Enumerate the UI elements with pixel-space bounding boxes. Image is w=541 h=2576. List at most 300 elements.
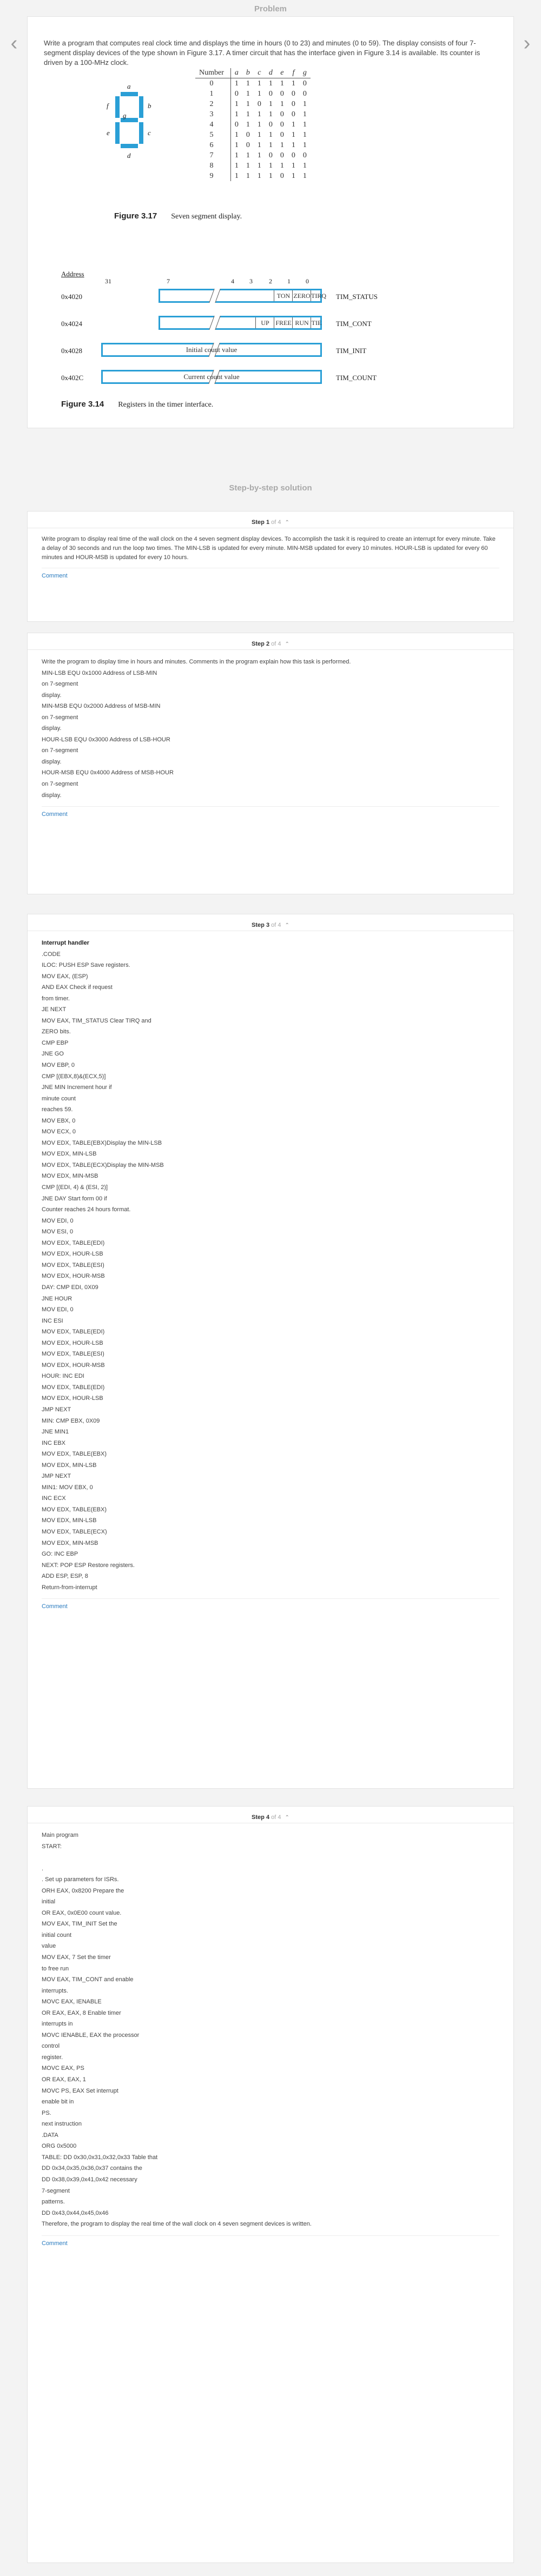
truth-row: [195, 140, 311, 150]
truth-cell: 1: [302, 161, 307, 170]
truth-cell: 1: [257, 151, 261, 160]
truth-cell: 1: [257, 120, 261, 129]
truth-header-e: e: [276, 68, 288, 78]
step-line: DAY: CMP EDI, 0X09: [42, 1284, 98, 1291]
step-4-header[interactable]: [42, 1807, 499, 1823]
truth-cell: 1: [268, 161, 273, 170]
step-line: MOV EDX, MIN-MSB: [42, 1173, 98, 1180]
step-line: enable bit in: [42, 2099, 74, 2106]
figure-3-14-text: Registers in the timer interface.: [118, 401, 214, 409]
step-line: Therefore, the program to display the real time of the wall clock on 4 seven segment devices is written.: [42, 2221, 312, 2228]
step-line: MOV EDI, 0: [42, 1306, 74, 1313]
step-line: interrupts.: [42, 1987, 68, 1994]
seg-label-c: c: [148, 129, 151, 137]
step-line: MOV EDX, MIN-LSB: [42, 1517, 97, 1524]
truth-cell: 1: [246, 120, 250, 129]
truth-cell: 1: [268, 171, 273, 180]
status-bit-ton: TON: [274, 290, 293, 301]
seg-label-e: e: [107, 129, 110, 137]
step-4-collapse-icon[interactable]: ⌃: [285, 1815, 289, 1821]
figure-3-17-caption: [114, 211, 242, 221]
init-value: Initial count value: [186, 346, 237, 354]
bit-number-1: 1: [287, 277, 291, 285]
count-name: TIM_COUNT: [336, 374, 377, 382]
truth-cell: 0: [234, 120, 239, 129]
step-line: from timer.: [42, 995, 70, 1002]
seg-label-f: f: [107, 102, 109, 110]
step-line: on 7-segment: [42, 681, 78, 688]
step-2-body: [42, 650, 499, 818]
truth-cell: 0: [268, 151, 273, 160]
truth-cell: 1: [291, 141, 295, 149]
bit-number-7: 7: [167, 277, 170, 285]
segment-c: [139, 122, 143, 144]
truth-cell-number: 2: [195, 99, 230, 109]
step-line: TABLE: DD 0x30,0x31,0x32,0x33 Table that: [42, 2154, 158, 2161]
status-address: 0x4020: [61, 293, 82, 301]
step-line: . Set up parameters for ISRs.: [42, 1876, 119, 1883]
step-line: control: [42, 2043, 60, 2050]
step-line: MOV EDX, HOUR-LSB: [42, 1395, 103, 1402]
truth-cell: 0: [280, 171, 284, 180]
truth-cell: 1: [246, 79, 250, 88]
truth-cell: 1: [280, 161, 284, 170]
step-line: MIN-MSB EQU 0x2000 Address of MSB-MIN: [42, 703, 161, 710]
truth-cell: 1: [302, 141, 307, 149]
truth-cell: 0: [291, 151, 295, 160]
truth-cell-number: 1: [195, 89, 230, 99]
truth-cell: 0: [280, 151, 284, 160]
truth-row: [195, 161, 311, 171]
step-line: START:: [42, 1843, 62, 1850]
bit-number-31: 31: [105, 277, 111, 285]
step-line: display.: [42, 725, 62, 732]
truth-cell: 1: [257, 130, 261, 139]
step-line: MIN-LSB EQU 0x1000 Address of LSB-MIN: [42, 669, 157, 676]
truth-cell: 1: [291, 79, 295, 88]
truth-cell: 0: [268, 89, 273, 98]
truth-cell: 1: [291, 130, 295, 139]
figure-3-14-number: Figure 3.14: [61, 400, 104, 409]
figure-3-17-number: Figure 3.17: [114, 211, 157, 221]
step-line: MOV EDX, TABLE(EBX): [42, 1451, 107, 1458]
truth-cell: 1: [234, 161, 239, 170]
step-line: HOUR-LSB EQU 0x3000 Address of LSB-HOUR: [42, 736, 170, 743]
truth-cell: 0: [291, 110, 295, 118]
next-arrow-icon[interactable]: ›: [523, 32, 531, 55]
truth-row: [195, 150, 311, 161]
cont-address: 0x4024: [61, 320, 82, 328]
truth-cell: 1: [234, 110, 239, 118]
truth-cell: 1: [291, 171, 295, 180]
truth-cell: 1: [302, 130, 307, 139]
step-3-lines: [42, 938, 499, 1593]
solution-title: Step-by-step solution: [229, 483, 312, 493]
step-line: patterns.: [42, 2199, 65, 2206]
step-line: MOV EDX, HOUR-MSB: [42, 1362, 105, 1369]
step-line: MOV ESI, 0: [42, 1229, 74, 1236]
tim-count-register: [101, 370, 322, 384]
truth-cell: 1: [302, 171, 307, 180]
figure-3-17: [87, 68, 336, 247]
truth-table-body: [195, 78, 311, 182]
truth-header-c: c: [254, 68, 265, 78]
step-line: reaches 59.: [42, 1106, 73, 1113]
count-address: 0x402C: [61, 374, 84, 382]
truth-cell: 1: [246, 110, 250, 118]
step-line: DD 0x34,0x35,0x36,0x37 contains the: [42, 2165, 142, 2172]
status-bit-zero: ZERO: [292, 290, 311, 301]
step-line: CMP [(EBX,8)&(ECX,5)]: [42, 1073, 106, 1080]
step-line: MOV EBX, 0: [42, 1117, 76, 1124]
truth-cell: 1: [246, 89, 250, 98]
step-2-header[interactable]: [42, 633, 499, 649]
status-name: TIM_STATUS: [336, 293, 378, 301]
truth-cell-number: 4: [195, 119, 230, 130]
step-line: MOV EDX, TABLE(ECX)Display the MIN-MSB: [42, 1161, 164, 1169]
bit-number-2: 2: [269, 277, 272, 285]
step-line: GO: INC EBP: [42, 1551, 78, 1558]
truth-cell-number: 3: [195, 109, 230, 119]
truth-cell: 0: [280, 89, 284, 98]
step-2-label: Step 2: [252, 641, 270, 647]
step-line: INC EBX: [42, 1439, 66, 1446]
truth-cell: 0: [302, 89, 307, 98]
step-2-card: [27, 633, 514, 894]
step-1-card: [27, 511, 514, 622]
step-line: to free run: [42, 1965, 69, 1972]
segment-b: [139, 96, 143, 118]
truth-cell-number: 0: [195, 78, 230, 89]
segment-f: [115, 96, 120, 118]
truth-header-g: g: [299, 68, 311, 78]
step-3-of: of 4: [271, 922, 281, 928]
step-line: ADD ESP, ESP, 8: [42, 1573, 88, 1580]
truth-row: [195, 109, 311, 119]
status-break-mark: [209, 289, 220, 303]
seg-label-b: b: [148, 102, 151, 110]
truth-cell: 1: [234, 171, 239, 180]
step-line: register.: [42, 2054, 63, 2061]
truth-row: [195, 171, 311, 181]
step-line: OR EAX, 0x0E00 count value.: [42, 1909, 122, 1916]
step-line: next instruction: [42, 2121, 82, 2128]
step-line: MOV EDX, TABLE(EDI): [42, 1384, 105, 1391]
init-name: TIM_INIT: [336, 347, 367, 355]
step-line: MOV EAX, TIM_STATUS Clear TIRQ and: [42, 1017, 151, 1024]
truth-cell: 1: [257, 171, 261, 180]
step-line: MIN: CMP EBX, 0X09: [42, 1417, 100, 1424]
step-line: on 7-segment: [42, 714, 78, 721]
bit-number-0: 0: [306, 277, 309, 285]
step-line: MOV EDX, TABLE(ESI): [42, 1262, 104, 1269]
truth-cell: 0: [280, 110, 284, 118]
step-line: MOV EDX, TABLE(EDI): [42, 1329, 105, 1336]
truth-cell: 0: [291, 99, 295, 108]
step-4-comment-link[interactable]: Comment: [42, 2240, 68, 2247]
step-line: MIN1: MOV EBX, 0: [42, 1484, 93, 1491]
step-1-comment-link[interactable]: Comment: [42, 573, 68, 579]
step-1-header[interactable]: [42, 512, 499, 528]
step-line: display.: [42, 758, 62, 765]
step-line: MOV ECX, 0: [42, 1128, 76, 1136]
truth-cell: 1: [280, 99, 284, 108]
step-line: INC ESI: [42, 1317, 63, 1324]
step-line: [42, 1852, 499, 1863]
truth-header-number: Number: [195, 68, 230, 78]
segment-a: [121, 92, 138, 96]
step-line: MOV EAX, 7 Set the timer: [42, 1954, 111, 1961]
truth-cell-number: 9: [195, 171, 230, 181]
segment-e: [115, 122, 120, 144]
seg-label-d: d: [127, 151, 131, 160]
truth-header-a: a: [230, 68, 242, 78]
init-address: 0x4028: [61, 347, 82, 355]
cont-name: TIM_CONT: [336, 320, 372, 328]
step-line: MOV EDX, TABLE(ESI): [42, 1351, 104, 1358]
step-line: MOVC PS, EAX Set interrupt: [42, 2087, 118, 2094]
truth-cell: 0: [246, 141, 250, 149]
seg-label-a: a: [127, 82, 131, 90]
step-line: CMP [(EDI, 4) & (ESI, 2)]: [42, 1184, 108, 1191]
truth-cell: 1: [302, 99, 307, 108]
step-line: .DATA: [42, 2132, 58, 2139]
step-line: Main program: [42, 1832, 78, 1838]
step-line: MOV EAX, TIM_CONT and enable: [42, 1976, 134, 1983]
truth-row: [195, 119, 311, 130]
truth-cell: 1: [268, 141, 273, 149]
step-2-comment-link[interactable]: Comment: [42, 811, 68, 818]
step-line: JE NEXT: [42, 1006, 67, 1013]
figure-3-17-text: Seven segment display.: [171, 213, 242, 221]
bit-number-3: 3: [249, 277, 253, 285]
step-line: DD 0x43,0x44,0x45,0x46: [42, 2209, 109, 2216]
truth-cell-number: 7: [195, 150, 230, 161]
step-line: CMP EBP: [42, 1039, 69, 1046]
step-line: ORG 0x5000: [42, 2143, 77, 2150]
truth-cell: 1: [257, 110, 261, 118]
truth-cell: 1: [234, 151, 239, 160]
step-line: MOV EAX, TIM_INIT Set the: [42, 1921, 117, 1928]
truth-cell: 1: [234, 99, 239, 108]
step-line: Write the program to display time in hours and minutes. Comments in the program explain how this task is performed.: [42, 659, 351, 665]
step-line: JMP NEXT: [42, 1406, 71, 1413]
seven-segment-diagram: [102, 84, 167, 171]
step-line: Counter reaches 24 hours format.: [42, 1206, 131, 1213]
truth-cell: 1: [280, 141, 284, 149]
step-line: ILOC: PUSH ESP Save registers.: [42, 962, 130, 969]
step-3-header[interactable]: [42, 914, 499, 931]
step-1-body: [42, 528, 499, 579]
truth-cell: 1: [246, 171, 250, 180]
truth-header-b: b: [242, 68, 254, 78]
step-1-collapse-icon[interactable]: ⌃: [285, 520, 289, 526]
step-line: MOV EDI, 0: [42, 1217, 74, 1224]
truth-row: [195, 78, 311, 89]
truth-cell: 1: [246, 151, 250, 160]
truth-cell: 0: [268, 120, 273, 129]
step-line: MOV EDX, HOUR-LSB: [42, 1339, 103, 1346]
step-line: NEXT: POP ESP Restore registers.: [42, 1562, 135, 1569]
truth-cell: 1: [257, 161, 261, 170]
step-line: .: [42, 1865, 44, 1872]
truth-cell: 1: [234, 79, 239, 88]
step-line: MOV EDX, TABLE(EDI): [42, 1239, 105, 1246]
problem-card: [27, 16, 514, 428]
step-2-of: of 4: [271, 641, 281, 647]
cont-bit-up: UP: [255, 317, 274, 328]
step-line: display.: [42, 792, 62, 799]
step-line: INC ECX: [42, 1495, 66, 1502]
step-line: JNE DAY Start form 00 if: [42, 1195, 107, 1202]
step-1-label: Step 1: [252, 519, 270, 526]
cont-bit-run: RUN: [292, 317, 311, 328]
step-line: initial: [42, 1898, 56, 1906]
truth-cell: 0: [234, 89, 239, 98]
cont-bit-tie: TIE: [311, 317, 322, 328]
step-line: on 7-segment: [42, 781, 78, 788]
tim-status-register: [159, 289, 326, 303]
step-line: MOV EDX, TABLE(ECX): [42, 1528, 107, 1535]
step-line: MOV EDX, HOUR-LSB: [42, 1251, 103, 1258]
truth-cell: 0: [280, 130, 284, 139]
truth-cell: 1: [268, 130, 273, 139]
step-4-card: [27, 1806, 514, 2563]
step-line: ZERO bits.: [42, 1028, 71, 1035]
step-line: Return-from-interrupt: [42, 1584, 97, 1591]
problem-text: Write a program that computes real clock time and displays the time in hours (0 to 23) and minutes (0 to 59). The display consists of four 7-segment display devices of the type shown in Figure 3.17. A timer circuit that has the interface given in Figure 3.14 is available. Its counter is driven by a 100-MHz clock.: [44, 39, 480, 67]
step-line: MOV EDX, HOUR-MSB: [42, 1273, 105, 1280]
step-line: JNE GO: [42, 1051, 64, 1058]
step-line: OR EAX, EAX, 8 Enable timer: [42, 2009, 121, 2016]
step-line: AND EAX Check if request: [42, 984, 113, 991]
step-line: MOV EDX, MIN-LSB: [42, 1151, 97, 1158]
truth-row: [195, 99, 311, 109]
step-subheading: Interrupt handler: [42, 940, 90, 946]
step-line: MOVC EAX, PS: [42, 2065, 84, 2072]
step-4-lines: [42, 1830, 499, 2230]
problem-title: Problem: [254, 4, 287, 14]
step-line: MOVC EAX, IENABLE: [42, 1999, 102, 2006]
step-3-body: [42, 931, 499, 1610]
truth-cell: 1: [257, 89, 261, 98]
step-line: 7-segment: [42, 2187, 70, 2194]
truth-cell: 0: [291, 89, 295, 98]
truth-row: [195, 89, 311, 99]
step-line: MOV EAX, (ESP): [42, 973, 88, 980]
step-4-label: Step 4: [252, 1814, 270, 1821]
bit-number-4: 4: [231, 277, 234, 285]
truth-cell: 1: [234, 141, 239, 149]
step-line: JMP NEXT: [42, 1473, 71, 1480]
truth-cell: 1: [291, 161, 295, 170]
step-4-of: of 4: [271, 1814, 281, 1821]
tim-init-register: [101, 343, 322, 357]
step-line: MOV EDX, TABLE(EBX)Display the MIN-LSB: [42, 1139, 162, 1146]
address-header: Address: [61, 270, 84, 278]
truth-cell: 1: [268, 79, 273, 88]
step-3-collapse-icon[interactable]: ⌃: [285, 922, 289, 928]
step-line: MOV EBP, 0: [42, 1062, 75, 1069]
step-2-lines: [42, 656, 499, 801]
truth-cell: 0: [302, 79, 307, 88]
cont-break-mark: [209, 316, 220, 330]
truth-cell-number: 8: [195, 161, 230, 171]
step-line: JNE MIN Increment hour if: [42, 1084, 112, 1091]
step-line: MOV EDX, MIN-MSB: [42, 1539, 98, 1546]
truth-cell: 0: [280, 120, 284, 129]
step-line: OR EAX, EAX, 1: [42, 2076, 86, 2083]
seg-label-g: g: [123, 111, 127, 119]
segment-d: [121, 144, 138, 148]
truth-cell: 1: [246, 161, 250, 170]
step-line: HOUR: INC EDI: [42, 1373, 84, 1380]
truth-header-d: d: [265, 68, 276, 78]
truth-cell: 0: [302, 151, 307, 160]
step-line: PS.: [42, 2109, 51, 2116]
truth-cell: 0: [257, 99, 261, 108]
truth-cell: 0: [246, 130, 250, 139]
step-line: value: [42, 1943, 56, 1950]
step-line: JNE HOUR: [42, 1295, 72, 1302]
step-3-label: Step 3: [252, 922, 270, 928]
truth-header-f: f: [288, 68, 299, 78]
truth-cell: 1: [257, 141, 261, 149]
cont-bit-free: FREE: [274, 317, 293, 328]
step-4-body: [42, 1823, 499, 2247]
truth-row: [195, 130, 311, 140]
truth-cell: 1: [280, 79, 284, 88]
step-line: on 7-segment: [42, 747, 78, 754]
step-1-paragraph: Write program to display real time of the wall clock on the 4 seven segment display devices. To accomplish the task it is required to create an interrupt for every minute. Take a delay of 30 seconds and run the loop two times. The MIN-LSB is updated for every minute. MIN-MSB updated for every 10 minutes. HOUR-LSB is updated for every 60 minutes and HOUR-MSB is updated for every 10 hours.: [42, 536, 496, 561]
step-line: display.: [42, 692, 62, 699]
step-line: DD 0x38,0x39,0x41,0x42 necessary: [42, 2176, 137, 2183]
step-line: MOV EDX, TABLE(EBX): [42, 1506, 107, 1513]
step-line: interrupts in: [42, 2021, 73, 2028]
step-1-of: of 4: [271, 519, 281, 526]
step-line: ORH EAX, 0x8200 Prepare the: [42, 1887, 124, 1894]
previous-arrow-icon[interactable]: ‹: [10, 32, 18, 55]
truth-cell: 1: [268, 110, 273, 118]
truth-cell: 1: [291, 120, 295, 129]
truth-cell: 1: [257, 79, 261, 88]
truth-cell: 1: [302, 110, 307, 118]
truth-cell: 1: [302, 120, 307, 129]
step-3-comment-link[interactable]: Comment: [42, 1603, 68, 1610]
figure-3-14: [44, 270, 498, 432]
figure-3-14-caption: [61, 400, 213, 409]
step-line: initial count: [42, 1931, 72, 1938]
step-3-card: [27, 914, 514, 1789]
truth-cell-number: 6: [195, 140, 230, 150]
step-line: .CODE: [42, 951, 61, 958]
tim-cont-register: [159, 316, 322, 330]
step-2-collapse-icon[interactable]: ⌃: [285, 641, 289, 647]
step-line: [42, 938, 499, 949]
truth-table: [195, 68, 311, 181]
truth-cell-number: 5: [195, 130, 230, 140]
status-bit-tirq: TIRQ: [311, 290, 322, 301]
step-line: JNE MIN1: [42, 1429, 69, 1436]
count-value: Current count value: [183, 373, 240, 381]
truth-cell: 1: [268, 99, 273, 108]
truth-cell: 1: [246, 99, 250, 108]
truth-cell: 1: [234, 130, 239, 139]
step-line: MOV EDX, MIN-LSB: [42, 1462, 97, 1469]
step-line: MOVC IENABLE, EAX the processor: [42, 2031, 140, 2039]
step-line: minute count: [42, 1095, 76, 1102]
step-line: HOUR-MSB EQU 0x4000 Address of MSB-HOUR: [42, 769, 174, 776]
